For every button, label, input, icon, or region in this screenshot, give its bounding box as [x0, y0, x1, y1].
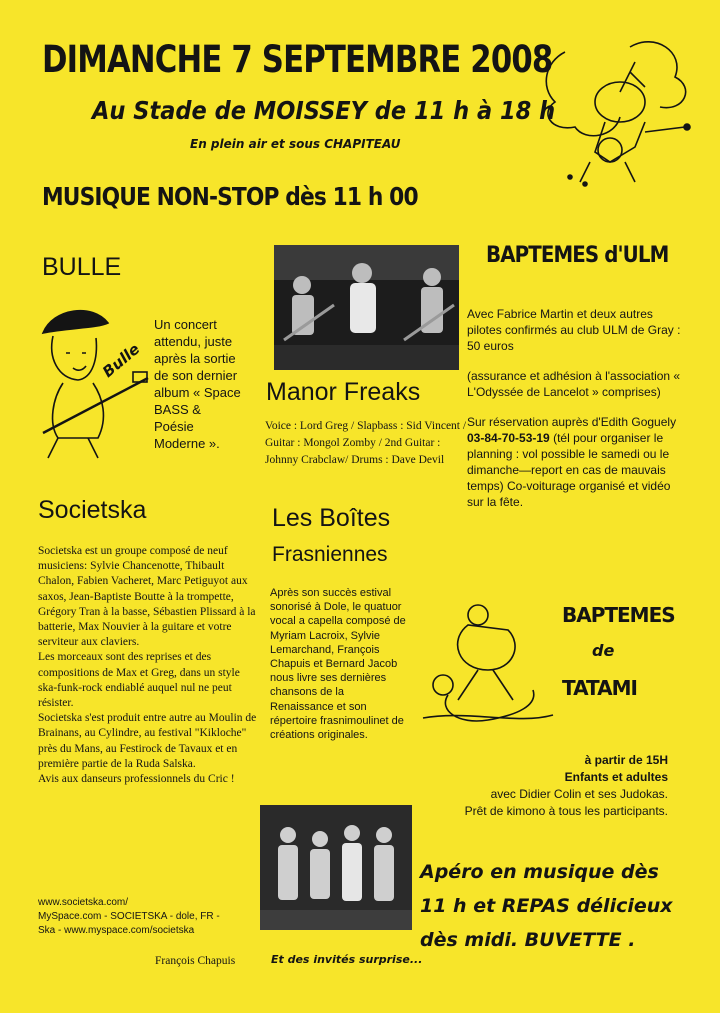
boites-title: Les Boîtes: [272, 504, 391, 532]
bulle-section-title: BULLE: [42, 253, 122, 281]
societska-paragraph: Societska s'est produit entre autre au Moulin de Brainans, au Cylindre, au festival "Kikloche" près du Mans, au Festirock de Tavaux et en première partie de la Ruda Salska.: [38, 712, 257, 770]
societska-links: [38, 896, 263, 938]
boites-description: Après son succès estival sonorisé à Dole, le quatuor vocal a capella composé de Myriam Lacroix, Sylvie Lemarchand, François Chapuis et Bernard Jacob nous livre ses dernières chansons de la Renaissance et son répertoire frasnimoulinet de créations originales.: [270, 587, 406, 742]
apero-announcement: [420, 855, 690, 957]
ulm-reservation: [467, 414, 682, 510]
bulle-cartoon-illustration: [38, 298, 153, 463]
bulle-description: Un concert attendu, juste après la sortie de son dernier album « Space BASS & Poésie Moderne ».: [154, 317, 241, 451]
ulm-insurance: (assurance et adhésion à l'association « L'Odyssée de Lancelot » comprises): [467, 369, 681, 399]
music-headline: MUSIQUE NON-STOP dès 11 h 00: [42, 182, 418, 211]
manor-freaks-photo: [274, 245, 459, 370]
ulm-description: [467, 306, 682, 510]
societska-paragraph: Les morceaux sont des reprises et des compositions de Max et Greg, dans un style ska-funk-rock endiablé auquel nul ne peut résister.: [38, 651, 240, 710]
apero-line2: 11 h et REPAS délicieux: [420, 895, 673, 917]
myspace-link: MySpace.com - SOCIETSKA - dole, FR -: [38, 911, 220, 922]
apero-line1: Apéro en musique dès: [420, 861, 659, 883]
author-signature: François Chapuis: [155, 955, 236, 967]
boites-frasniennes-photo: [260, 805, 412, 930]
myspace-url: Ska - www.myspace.com/societska: [38, 925, 195, 936]
ulm-phone: 03-84-70-53-19: [467, 431, 550, 445]
tatami-instructor: avec Didier Colin et ses Judokas.: [490, 787, 668, 801]
surprise-guests-note: Et des invités surprise...: [271, 953, 423, 966]
angel-musician-illustration: [535, 32, 700, 192]
ulm-section-title: BAPTEMES d'ULM: [486, 243, 669, 268]
ulm-pilots: Avec Fabrice Martin et deux autres pilotes confirmés au club ULM de Gray : 50 euros: [467, 307, 681, 353]
apero-line3: dès midi. BUVETTE .: [420, 929, 636, 951]
tagline: En plein air et sous CHAPITEAU: [190, 137, 401, 151]
event-date-title: DIMANCHE 7 SEPTEMBRE 2008: [42, 38, 553, 81]
ulm-reservation-details: (tél pour organiser le planning : vol possible le samedi ou le dimanche—report en cas de mauvais temps) Co-voiturage organisé et vidéo sur la fête.: [467, 431, 671, 509]
venue-subtitle: Au Stade de MOISSEY de 11 h à 18 h: [92, 96, 556, 125]
bulle-badge: Bulle: [99, 339, 144, 382]
societska-paragraph: Avis aux danseurs professionnels du Cric !: [38, 773, 235, 786]
tatami-description: [420, 752, 668, 820]
tatami-title-line1: BAPTEMES: [562, 603, 675, 627]
tatami-start-time: à partir de 15H: [584, 753, 668, 767]
boites-subtitle: Frasniennes: [272, 543, 388, 566]
tatami-title-line3: TATAMI: [562, 676, 637, 700]
tatami-kimono: Prêt de kimono à tous les participants.: [464, 804, 668, 818]
manor-freaks-lineup: Voice : Lord Greg / Slapbass : Sid Vincent / Guitar : Mongol Zomby / 2nd Guitar : Johnny Crabclaw/ Drums : Dave Devil: [265, 420, 467, 466]
manor-freaks-title: Manor Freaks: [266, 378, 421, 406]
societska-paragraph: Societska est un groupe composé de neuf musiciens: Sylvie Chancenotte, Thibault Chalon, Fabien Vacheret, Marc Petiguyot aux saxos, Jean-Baptiste Boutte à la trompette, Grégory Tran à la basse, Sébastien Plissard à la batterie, Max Nouvier à la guitare et votre serviteur aux claviers.: [38, 545, 256, 649]
tatami-audience: Enfants et adultes: [564, 770, 668, 784]
ulm-reservation-intro: Sur réservation auprès d'Edith Goguely: [467, 415, 677, 429]
societska-description: [38, 544, 258, 787]
tatami-title-line2: de: [592, 641, 615, 660]
judo-illustration: [418, 600, 558, 730]
societska-title: Societska: [38, 496, 147, 524]
website-link: www.societska.com/: [38, 897, 129, 908]
